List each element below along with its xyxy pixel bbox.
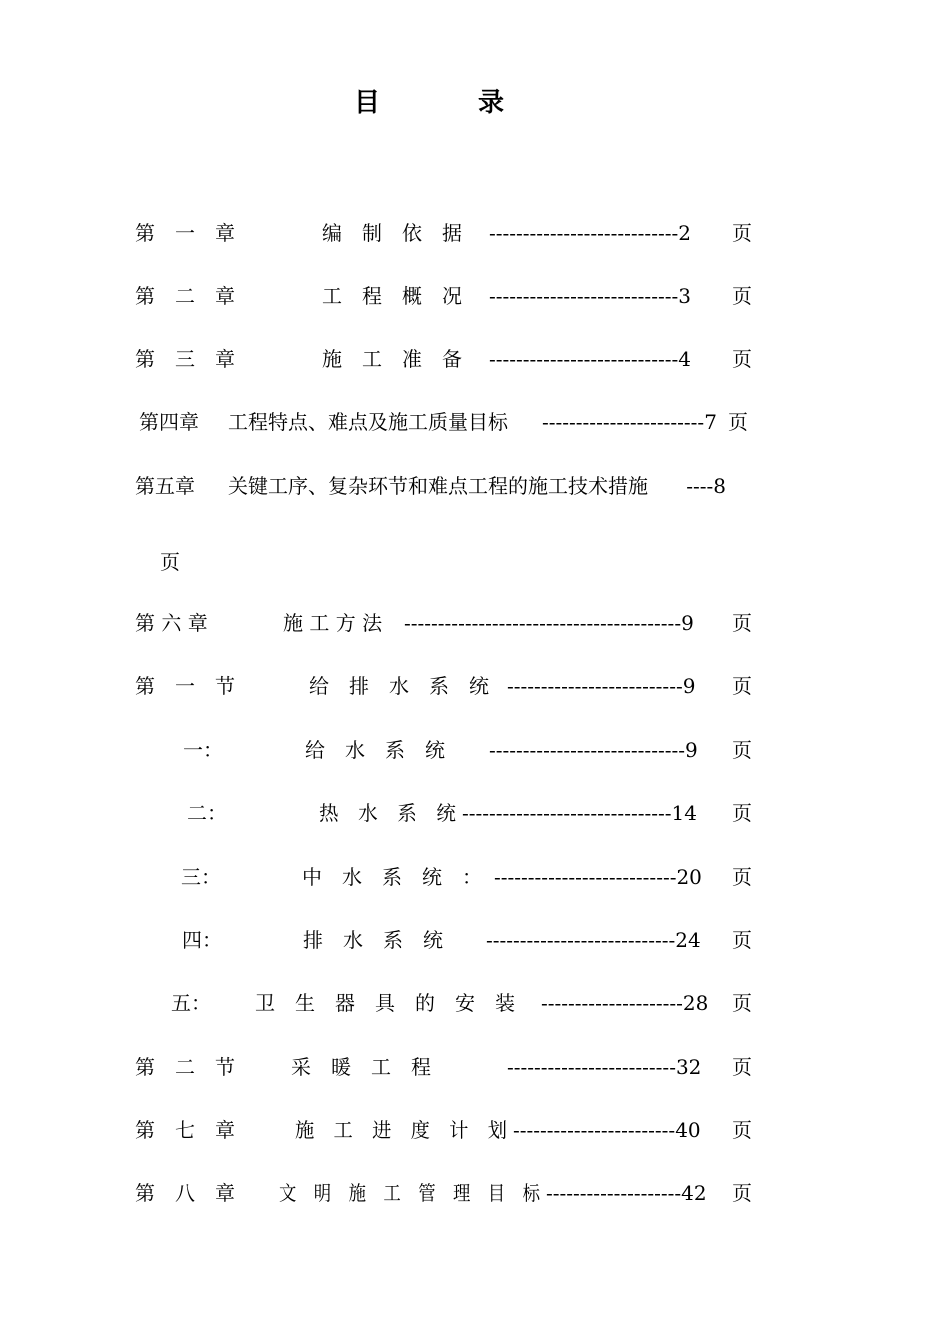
- toc-entry-ch7[interactable]: [0, 1115, 752, 1145]
- entry-prefix: 第 二 节: [135, 1055, 235, 1079]
- entry-title: 热 水 系 统: [319, 801, 456, 825]
- toc-entry-sub3[interactable]: [0, 862, 752, 892]
- entry-leader: -------------------------32: [507, 1055, 702, 1079]
- entry-page-suffix: 页: [160, 550, 180, 574]
- entry-title: 给 排 水 系 统: [309, 674, 489, 698]
- entry-prefix: 第 六 章: [135, 611, 208, 635]
- entry-page-suffix: 页: [732, 801, 752, 825]
- entry-page-suffix: 页: [732, 347, 752, 371]
- entry-page-suffix: 页: [728, 410, 748, 434]
- entry-leader: ----------------------------2: [489, 221, 691, 245]
- entry-leader: ----8: [686, 474, 726, 498]
- entry-leader: ------------------------7: [542, 410, 717, 434]
- entry-title: 文 明 施 工 管 理 目 标: [279, 1181, 540, 1205]
- entry-prefix: 三：: [181, 865, 221, 889]
- entry-page-suffix: 页: [732, 928, 752, 952]
- entry-title: 编 制 依 据: [322, 221, 462, 245]
- toc-entry-ch5[interactable]: [0, 471, 726, 574]
- entry-title: 工 程 概 况: [322, 284, 462, 308]
- entry-leader: ---------------------28: [541, 991, 709, 1015]
- entry-page-suffix: 页: [732, 611, 752, 635]
- entry-page-suffix: 页: [732, 674, 752, 698]
- entry-leader: ------------------------40: [513, 1118, 701, 1142]
- entry-title: 排 水 系 统: [303, 928, 443, 952]
- entry-prefix: 一：: [183, 738, 223, 762]
- entry-leader: -----------------------------------------9: [404, 611, 694, 635]
- page-title: 目 录: [353, 88, 540, 118]
- entry-leader: --------------------42: [546, 1181, 707, 1205]
- entry-page-suffix: 页: [732, 1118, 752, 1142]
- entry-title: 施 工 准 备: [322, 347, 462, 371]
- entry-leader: ----------------------------3: [489, 284, 691, 308]
- entry-title: 中 水 系 统 ：: [302, 865, 482, 889]
- toc-entry-sub2[interactable]: [0, 798, 752, 828]
- entry-page-suffix: 页: [732, 991, 752, 1015]
- toc-entry-ch4[interactable]: [0, 407, 748, 437]
- entry-page-suffix: 页: [732, 284, 752, 308]
- toc-entry-ch6[interactable]: [0, 608, 752, 638]
- toc-entry-sub5[interactable]: [0, 988, 752, 1018]
- entry-prefix: 四：: [182, 928, 222, 952]
- entry-leader: -------------------------------14: [462, 801, 697, 825]
- toc-entry-sub1[interactable]: [0, 735, 752, 765]
- entry-prefix: 第 二 章: [135, 284, 235, 308]
- entry-title: 给 水 系 统: [305, 738, 445, 762]
- toc-entry-ch8[interactable]: [0, 1178, 752, 1208]
- entry-title: 卫 生 器 具 的 安 装: [255, 991, 515, 1015]
- entry-prefix: 第 七 章: [135, 1118, 235, 1142]
- toc-entry-ch3[interactable]: [0, 344, 752, 374]
- entry-title: 施 工 方 法: [283, 611, 383, 635]
- entry-title: 工程特点、难点及施工质量目标: [228, 410, 508, 434]
- toc-entry-ch1[interactable]: [0, 218, 752, 248]
- entry-prefix: 第 八 章: [135, 1181, 235, 1205]
- entry-page-suffix: 页: [732, 1055, 752, 1079]
- entry-leader: ----------------------------24: [486, 928, 701, 952]
- entry-title: 施 工 进 度 计 划: [295, 1118, 507, 1142]
- entry-prefix: 第四章: [139, 410, 199, 434]
- entry-page-suffix: 页: [732, 221, 752, 245]
- entry-title: 关键工序、复杂环节和难点工程的施工技术措施: [228, 474, 648, 498]
- toc-entry-ch2[interactable]: [0, 281, 752, 311]
- entry-page-suffix: 页: [732, 865, 752, 889]
- entry-title: 采 暖 工 程: [291, 1055, 431, 1079]
- entry-page-suffix: 页: [732, 738, 752, 762]
- entry-prefix: 二：: [187, 801, 227, 825]
- entry-prefix: 第 一 章: [135, 221, 235, 245]
- entry-prefix: 五：: [171, 991, 211, 1015]
- entry-leader: -----------------------------9: [489, 738, 698, 762]
- toc-entry-sec1[interactable]: [0, 671, 752, 701]
- entry-prefix: 第 一 节: [135, 674, 235, 698]
- toc-entry-sub4[interactable]: [0, 925, 752, 955]
- entry-prefix: 第 三 章: [135, 347, 235, 371]
- entry-page-suffix: 页: [732, 1181, 752, 1205]
- toc-entry-sec2[interactable]: [0, 1052, 752, 1082]
- entry-leader: ----------------------------4: [489, 347, 691, 371]
- entry-leader: ---------------------------20: [494, 865, 702, 889]
- entry-leader: --------------------------9: [507, 674, 696, 698]
- entry-prefix: 第五章: [135, 474, 195, 498]
